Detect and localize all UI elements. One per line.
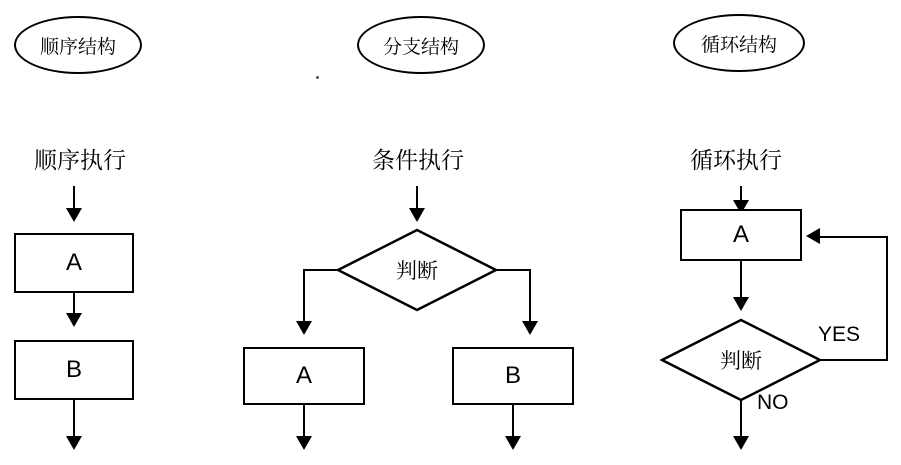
loop-yes-arrowhead	[806, 228, 820, 244]
branch-line-right-v	[529, 269, 531, 325]
branch-line-left-v	[303, 269, 305, 325]
branch-arrowhead-top	[409, 208, 425, 222]
loop-line-a-to-decision	[740, 261, 742, 301]
sequence-box-a-label: A	[65, 249, 82, 276]
branch-box-b-label: B	[504, 362, 521, 389]
branch-arrowhead-b-out	[505, 436, 521, 450]
branch-box-a-label: A	[295, 362, 312, 389]
heading-branch: 条件执行	[372, 147, 464, 173]
loop-yes-line-h-top	[819, 236, 888, 238]
sequence-box-b-label: B	[65, 356, 82, 383]
sequence-line-bottom	[73, 400, 75, 438]
branch-line-left-h	[303, 269, 339, 271]
heading-loop: 循环执行	[690, 147, 782, 173]
loop-box-a	[680, 209, 802, 261]
loop-arrowhead-a-to-decision	[733, 297, 749, 311]
loop-box-a-label: A	[732, 221, 749, 248]
sequence-arrowhead-middle	[66, 313, 82, 327]
branch-box-a	[243, 347, 365, 405]
title-badge-loop-label: 循环结构	[700, 34, 777, 56]
branch-line-a-out	[303, 405, 305, 438]
stray-dot-artifact	[316, 76, 319, 79]
branch-line-right-h	[495, 269, 531, 271]
loop-decision-label: 判断	[720, 350, 762, 373]
sequence-box-a	[14, 233, 134, 293]
branch-arrowhead-a-out	[296, 436, 312, 450]
title-badge-branch-label: 分支结构	[382, 36, 459, 58]
loop-no-arrowhead	[733, 436, 749, 450]
title-badge-branch	[357, 16, 485, 74]
sequence-arrowhead-top	[66, 208, 82, 222]
heading-sequence: 顺序执行	[34, 147, 126, 173]
loop-yes-line-h-bottom	[819, 359, 888, 361]
title-badge-sequence-label: 顺序结构	[39, 36, 116, 58]
branch-box-b	[452, 347, 574, 405]
loop-no-label: NO	[757, 391, 789, 414]
sequence-box-b	[14, 340, 134, 400]
title-badge-sequence	[14, 16, 142, 74]
loop-yes-label: YES	[818, 323, 861, 346]
loop-decision	[660, 318, 822, 402]
branch-arrowhead-left	[296, 321, 312, 335]
branch-arrowhead-right	[522, 321, 538, 335]
branch-decision	[336, 228, 498, 312]
branch-decision-label: 判断	[396, 260, 438, 283]
loop-yes-line-v	[886, 236, 888, 361]
sequence-arrowhead-bottom	[66, 436, 82, 450]
title-badge-loop	[673, 14, 805, 72]
loop-no-line	[740, 400, 742, 438]
branch-line-b-out	[512, 405, 514, 438]
